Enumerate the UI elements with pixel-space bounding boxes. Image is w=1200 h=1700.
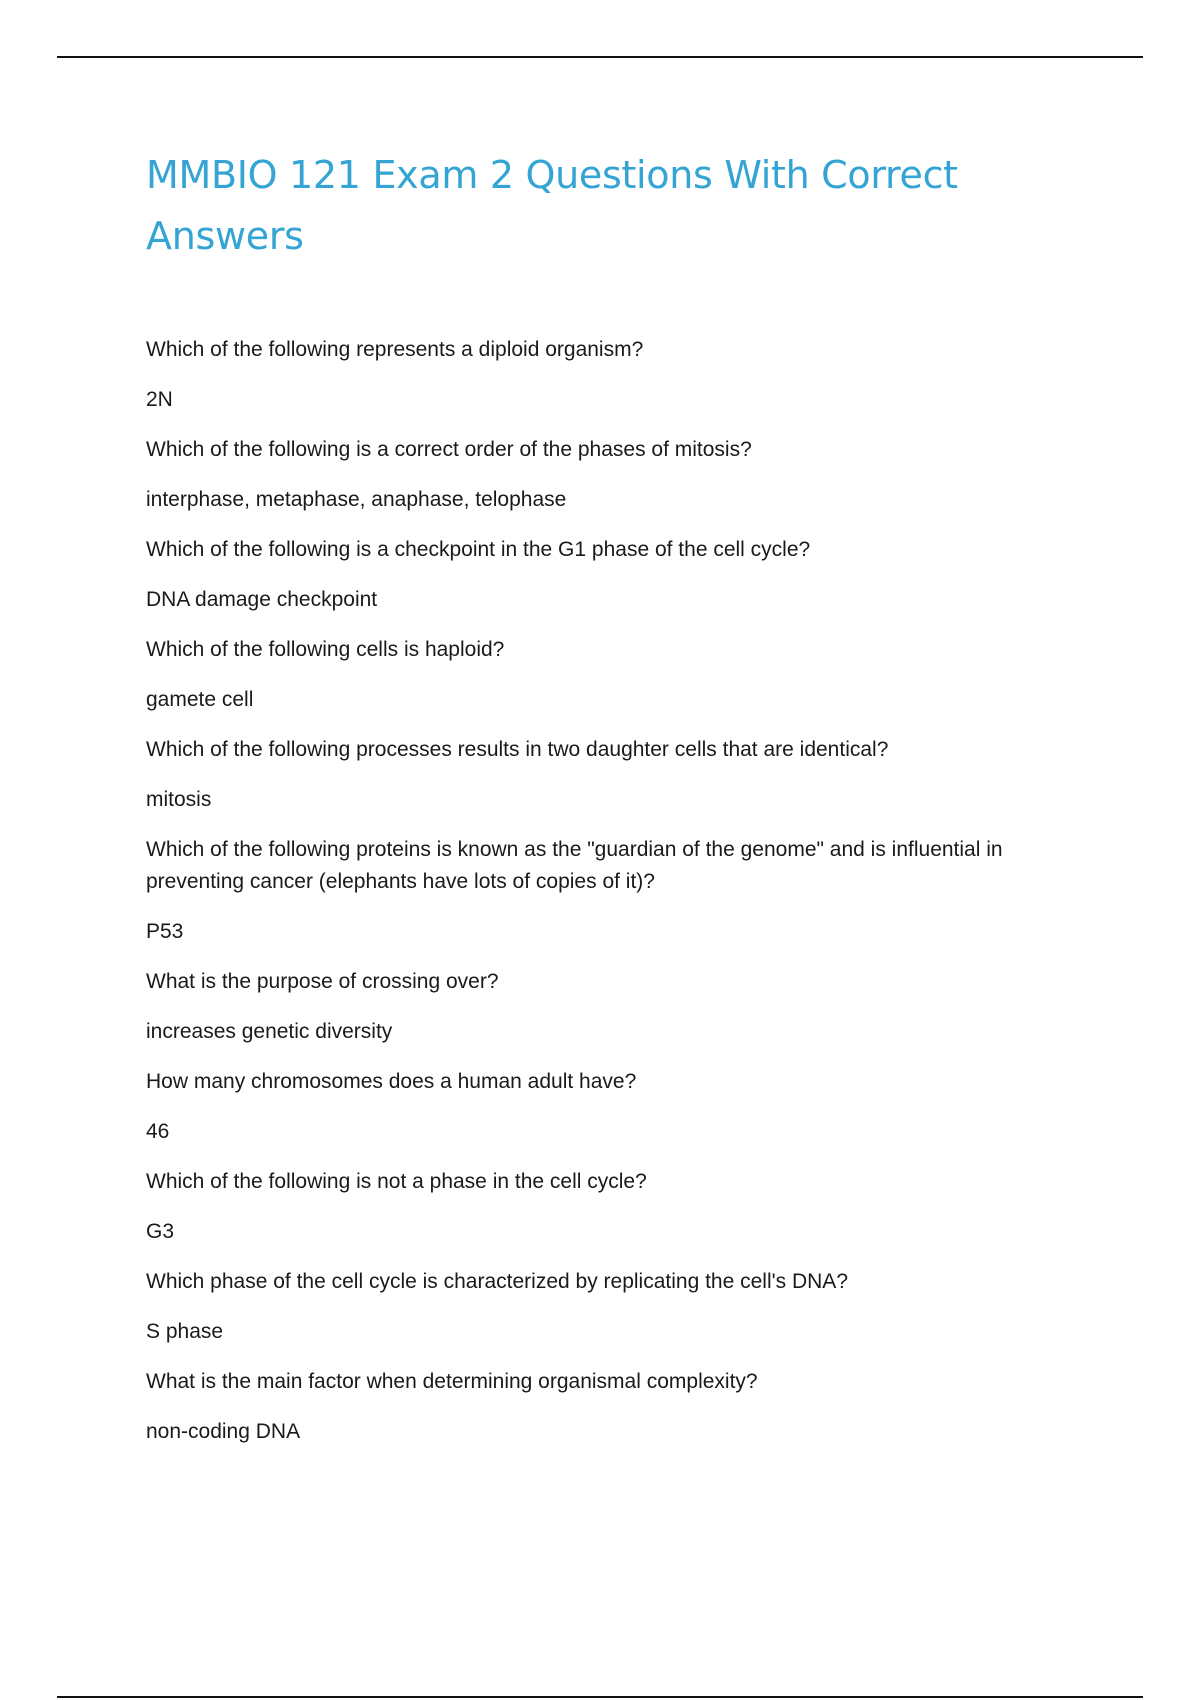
question-1: Which of the following represents a diploid organism? — [146, 338, 644, 361]
answer-2: interphase, metaphase, anaphase, telophase — [146, 488, 567, 511]
answer-6: P53 — [146, 920, 184, 943]
answer-10: S phase — [146, 1320, 224, 1343]
answer-11: non-coding DNA — [146, 1420, 301, 1443]
answer-4: gamete cell — [146, 688, 254, 711]
document-body — [146, 145, 1100, 1466]
question-9: Which of the following is not a phase in the cell cycle? — [146, 1170, 647, 1193]
question-4: Which of the following cells is haploid? — [146, 638, 505, 661]
footer-rule — [57, 1696, 1143, 1698]
question-6: Which of the following proteins is known as the "guardian of the genome" and is influential in preventing cancer (elephants have lots of copies of it)? — [146, 838, 1003, 893]
answer-9: G3 — [146, 1220, 175, 1243]
question-7: What is the purpose of crossing over? — [146, 970, 499, 993]
answer-5: mitosis — [146, 788, 212, 811]
question-answer-list — [146, 334, 1100, 1448]
answer-1: 2N — [146, 388, 173, 411]
answer-7: increases genetic diversity — [146, 1020, 393, 1043]
answer-3: DNA damage checkpoint — [146, 588, 378, 611]
document-title: MMBIO 121 Exam 2 Questions With Correct Answers — [146, 153, 958, 258]
question-8: How many chromosomes does a human adult have? — [146, 1070, 637, 1093]
question-2: Which of the following is a correct order of the phases of mitosis? — [146, 438, 752, 461]
question-11: What is the main factor when determining organismal complexity? — [146, 1370, 758, 1393]
answer-8: 46 — [146, 1120, 170, 1143]
question-10: Which phase of the cell cycle is characterized by replicating the cell's DNA? — [146, 1270, 848, 1293]
question-5: Which of the following processes results in two daughter cells that are identical? — [146, 738, 889, 761]
question-3: Which of the following is a checkpoint in the G1 phase of the cell cycle? — [146, 538, 811, 561]
header-rule — [57, 56, 1143, 58]
